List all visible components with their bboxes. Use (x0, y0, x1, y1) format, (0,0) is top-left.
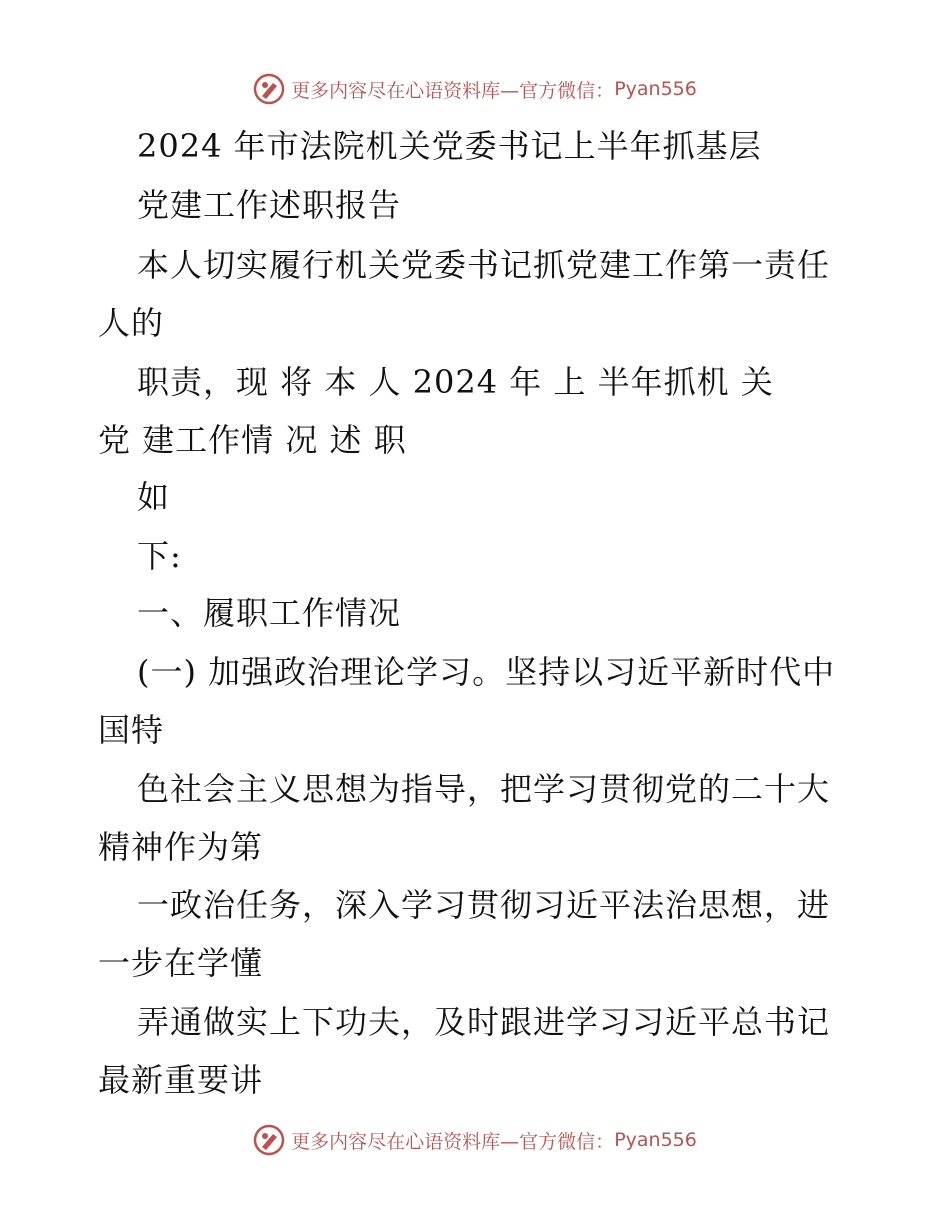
pen-logo-icon (253, 1124, 285, 1156)
watermark-footer (0, 1122, 950, 1158)
body-line-13: 一步在学懂 (98, 944, 264, 982)
body-line-3: 职责，现 将 本 人 2024 年 上 半年抓机 关 (137, 363, 774, 401)
body-line-2: 人的 (98, 304, 165, 342)
section-heading: 一、履职工作情况 (137, 594, 402, 632)
body-line-11: 精神作为第 (98, 828, 264, 866)
watermark-text: 更多内容尽在心语资料库— (291, 1130, 520, 1153)
watermark-account: Pyan556 (614, 78, 697, 100)
body-line-5: 如 (137, 478, 171, 516)
document-title-line-2: 党建工作述职报告 (137, 186, 402, 224)
watermark-label: 官方微信： (519, 1130, 615, 1153)
body-line-14: 弄通做实上下功夫，及时跟进学习习近平总书记 (137, 1003, 831, 1041)
watermark-header (0, 71, 950, 107)
pen-logo-icon (253, 73, 285, 105)
body-line-9: 国特 (98, 711, 165, 749)
body-line-4: 党 建工作情 况 述 职 (98, 421, 407, 459)
body-line-12: 一政治任务，深入学习贯彻习近平法治思想，进 (137, 886, 831, 924)
document-title-line-1: 2024 年市法院机关党委书记上半年抓基层 (137, 127, 762, 165)
watermark-account: Pyan556 (614, 1129, 697, 1151)
watermark-label: 官方微信： (519, 79, 615, 102)
body-line-15: 最新重要讲 (98, 1061, 264, 1099)
body-line-1: 本人切实履行机关党委书记抓党建工作第一责任 (137, 246, 831, 284)
body-line-8: (一) 加强政治理论学习。坚持以习近平新时代中 (137, 653, 836, 691)
body-line-6: 下: (137, 537, 182, 575)
watermark-text: 更多内容尽在心语资料库— (291, 79, 520, 102)
body-line-10: 色社会主义思想为指导，把学习贯彻党的二十大 (137, 770, 831, 808)
